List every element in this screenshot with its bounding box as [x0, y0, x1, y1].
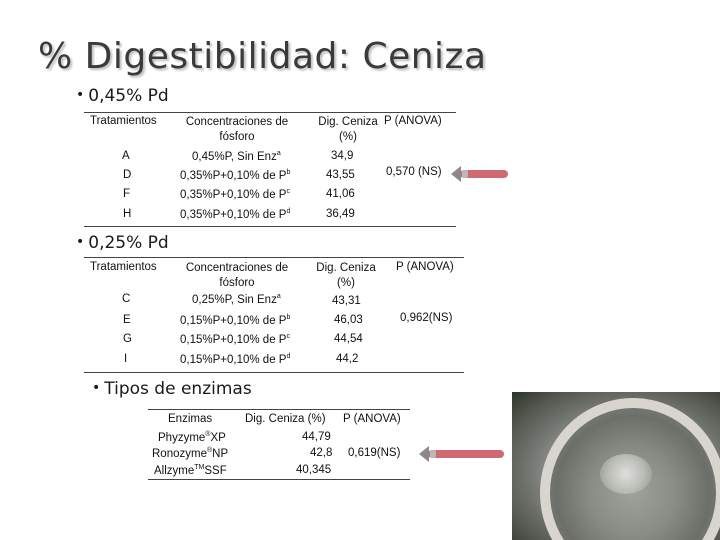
row-dig: 36,49: [326, 208, 355, 220]
enzyme-name: Ronozyme®NP: [152, 447, 229, 460]
col-header-dig-ceniza: Dig. Ceniza (%): [318, 116, 378, 143]
bullet-045-pd: • 0,45% Pd: [76, 86, 169, 106]
enzyme-dig: 40,345: [296, 464, 332, 476]
page-title: % Digestibilidad: Ceniza: [38, 36, 487, 77]
row-trat: A: [122, 150, 130, 162]
row-dig: 43,31: [332, 295, 361, 307]
col-header-dig-ceniza: Dig. Ceniza (%): [245, 413, 326, 425]
bullet-tipos-enzimas: • Tipos de enzimas: [92, 379, 252, 399]
row-dig: 34,9: [331, 150, 354, 162]
arrow-icon: [460, 170, 508, 178]
row-dig: 44,2: [336, 353, 359, 365]
anova-value: 0,962(NS): [400, 312, 453, 324]
arrow-icon: [428, 450, 504, 458]
col-header-dig-ceniza: Dig. Ceniza (%): [316, 262, 376, 289]
bullet-label: 0,25% Pd: [88, 233, 169, 253]
anova-value: 0,570 (NS): [386, 166, 442, 178]
col-header-tratamientos: Tratamientos: [90, 261, 157, 273]
col-header-anova: P (ANOVA): [343, 413, 401, 425]
table-top-rule: [84, 112, 456, 113]
table-top-rule: [84, 257, 464, 258]
crucible-photo: [512, 392, 720, 540]
row-conc: 0,35%P+0,10% de $P^d$: [180, 208, 291, 221]
bullet-025-pd: • 0,25% Pd: [76, 233, 169, 253]
table-bottom-rule: [148, 479, 410, 480]
col-header-anova: P (ANOVA): [396, 261, 454, 273]
col-header-concentraciones: Concentraciones de fósforo: [185, 116, 289, 143]
row-conc: 0,15%P+0,10% de $P^c$: [180, 333, 290, 346]
row-conc: 0,15%P+0,10% de $P^d$: [180, 353, 291, 366]
row-conc: 0,25%P, Sin Enz$^a$: [192, 293, 281, 306]
row-dig: 46,03: [334, 314, 363, 326]
row-conc: 0,15%P+0,10% de $P^b$: [180, 314, 291, 327]
row-trat: D: [123, 169, 132, 181]
row-trat: F: [123, 188, 131, 200]
table-bottom-rule: [84, 372, 464, 373]
enzyme-name: Phyzyme®XP: [158, 431, 226, 444]
col-header-tratamientos: Tratamientos: [90, 115, 157, 127]
row-trat: G: [123, 333, 132, 345]
row-dig: 41,06: [326, 188, 355, 200]
row-trat: E: [123, 314, 131, 326]
row-conc: 0,35%P+0,10% de $P^b$: [180, 169, 291, 182]
bullet-label: 0,45% Pd: [88, 86, 169, 106]
row-conc: 0,35%P+0,10% de $P^c$: [180, 188, 290, 201]
row-trat: I: [124, 353, 128, 365]
ash-residue: [600, 454, 652, 494]
enzyme-name: Allzyme™SSF: [154, 464, 227, 477]
bullet-label: Tipos de enzimas: [104, 379, 252, 399]
row-conc: 0,45%P, Sin Enz$^a$: [192, 150, 281, 163]
row-dig: 43,55: [326, 169, 355, 181]
anova-value: 0,619(NS): [348, 447, 401, 459]
col-header-enzimas: Enzimas: [168, 413, 213, 425]
col-header-concentraciones: Concentraciones de fósforo: [185, 262, 289, 289]
enzyme-dig: 44,79: [302, 431, 331, 443]
row-dig: 44,54: [334, 333, 363, 345]
row-trat: H: [123, 208, 132, 220]
col-header-anova: P (ANOVA): [384, 115, 442, 127]
enzyme-dig: 42,8: [310, 447, 333, 459]
row-trat: C: [122, 293, 131, 305]
table-bottom-rule: [84, 226, 456, 227]
table-top-rule: [148, 409, 410, 410]
